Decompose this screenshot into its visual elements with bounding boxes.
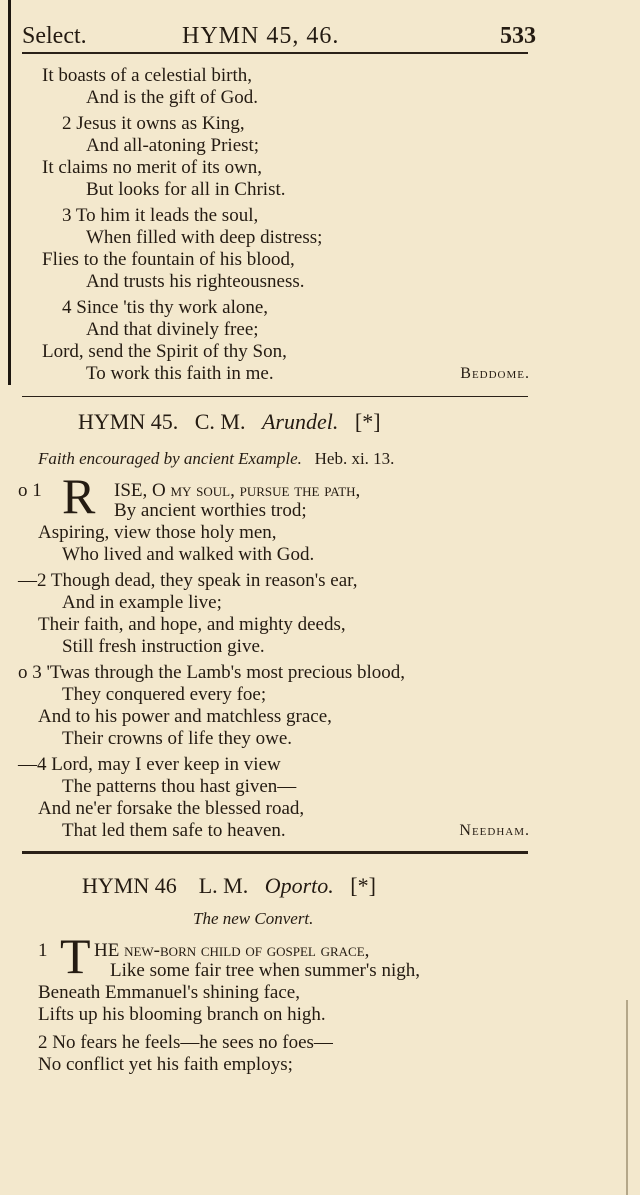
- hymn-mark: [*]: [354, 409, 381, 434]
- verse-line: No conflict yet his faith employs;: [38, 1054, 293, 1075]
- verse-line: They conquered every foe;: [62, 684, 267, 705]
- verse-line: Their crowns of life they owe.: [62, 728, 293, 749]
- page-number: 533: [500, 23, 536, 49]
- running-title: HYMN 45, 46.: [182, 23, 340, 49]
- header-rule: [22, 52, 528, 54]
- verse-line: 2 No fears he feels—he sees no foes—: [38, 1032, 333, 1053]
- drop-cap: R: [62, 468, 96, 524]
- hymn-mark: [*]: [350, 873, 376, 898]
- verse-line: When filled with deep distress;: [86, 227, 323, 248]
- hymn-heading: [82, 872, 376, 900]
- verse-line: And ne'er forsake the blessed road,: [38, 798, 305, 819]
- author-attribution: Beddome.: [460, 365, 530, 382]
- verse-line: Beneath Emmanuel's shining face,: [38, 982, 300, 1003]
- verse-line: It boasts of a celestial birth,: [42, 65, 252, 86]
- section-label: Select.: [22, 23, 87, 49]
- verse-line: Still fresh instruction give.: [62, 636, 265, 657]
- scripture-reference: Heb. xi. 13.: [314, 449, 395, 468]
- verse-line: And in example live;: [62, 592, 222, 613]
- hymn-heading: [78, 408, 381, 436]
- verse-line: Like some fair tree when summer's nigh,: [110, 960, 420, 981]
- author-attribution: Needham.: [459, 822, 530, 839]
- verse-line: Lord, send the Spirit of thy Son,: [42, 341, 287, 362]
- verse-line: —2 Though dead, they speak in reason's ear,: [18, 570, 358, 591]
- drop-cap: T: [60, 928, 91, 984]
- verse-line: Flies to the fountain of his blood,: [42, 249, 295, 270]
- verse-line: And all-atoning Priest;: [86, 135, 260, 156]
- verse-line: 3 To him it leads the soul,: [62, 205, 259, 226]
- verse-line: Aspiring, view those holy men,: [38, 522, 277, 543]
- verse-line: And to his power and matchless grace,: [38, 706, 332, 727]
- stanza-marker: o 1: [18, 480, 42, 501]
- verse-line: To work this faith in me.: [86, 363, 274, 384]
- verse-line: And is the gift of God.: [86, 87, 259, 108]
- verse-line: By ancient worthies trod;: [114, 500, 307, 521]
- right-page-edge: [626, 1000, 628, 1195]
- hymn-tune: Oporto.: [264, 873, 334, 898]
- verse-line: But looks for all in Christ.: [86, 179, 286, 200]
- section-rule: [22, 396, 528, 397]
- subtitle-text: The new Convert.: [193, 909, 314, 928]
- verse-line: Lifts up his blooming branch on high.: [38, 1004, 326, 1025]
- verse-line: —4 Lord, may I ever keep in view: [18, 754, 281, 775]
- hymn-subtitle: [38, 448, 394, 470]
- verse-line: And that divinely free;: [86, 319, 259, 340]
- verse-line: HE new-born child of gospel grace,: [94, 940, 370, 961]
- verse-line: It claims no merit of its own,: [42, 157, 263, 178]
- verse-line: The patterns thou hast given—: [62, 776, 297, 797]
- stanza-marker: 1: [38, 940, 48, 961]
- verse-line: That led them safe to heaven.: [62, 820, 286, 841]
- verse-line: o 3 'Twas through the Lamb's most precious blood,: [18, 662, 406, 683]
- subtitle-text: Faith encouraged by ancient Example.: [38, 449, 302, 468]
- verse-line: 4 Since 'tis thy work alone,: [62, 297, 269, 318]
- verse-line: And trusts his righteousness.: [86, 271, 305, 292]
- hymn-number: HYMN 46: [82, 873, 177, 898]
- hymn-meter: C. M.: [194, 409, 246, 434]
- section-rule-heavy: [22, 851, 528, 854]
- hymn-number: HYMN 45.: [78, 409, 179, 434]
- verse-line: 2 Jesus it owns as King,: [62, 113, 245, 134]
- hymn-meter: L. M.: [198, 873, 249, 898]
- hymn-subtitle: [193, 908, 313, 930]
- running-header: [22, 20, 536, 52]
- hymn-tune: Arundel.: [261, 409, 339, 434]
- verse-line: Who lived and walked with God.: [62, 544, 315, 565]
- verse-line: Their faith, and hope, and mighty deeds,: [38, 614, 346, 635]
- verse-line: ISE, O my soul, pursue the path,: [114, 480, 361, 501]
- left-binding-shadow: [8, 0, 11, 385]
